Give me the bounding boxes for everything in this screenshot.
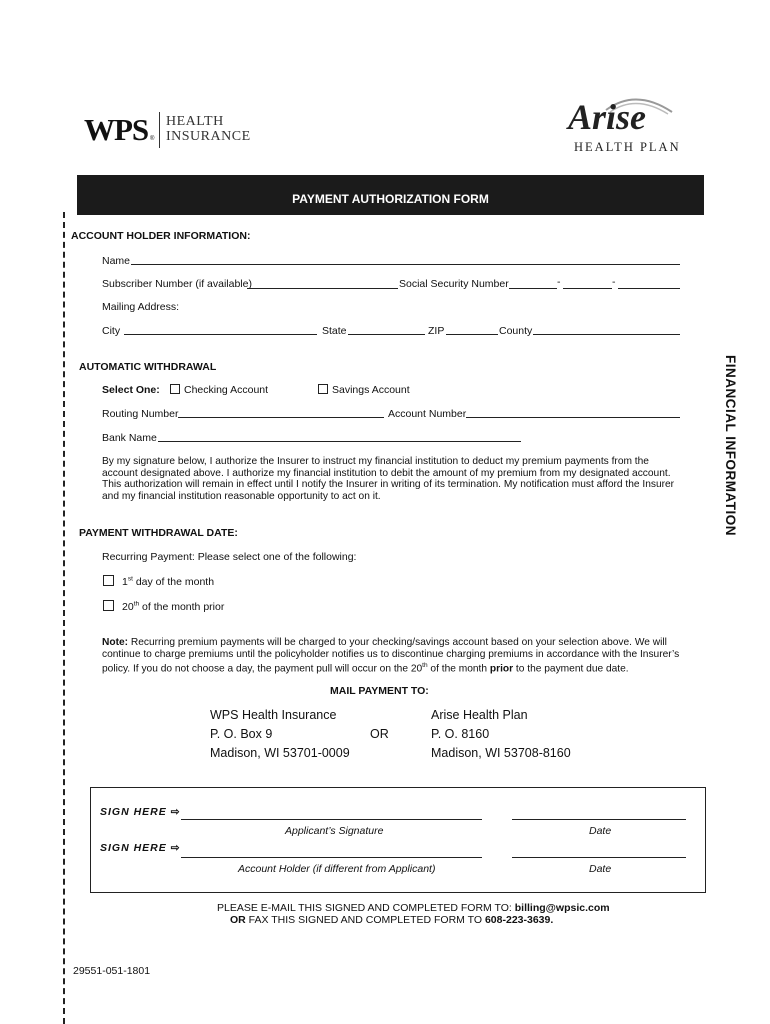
- city-label: City: [102, 325, 121, 337]
- note-text-c: to the payment due date.: [513, 663, 629, 675]
- bank-name-label: Bank Name: [102, 432, 157, 444]
- select-one-label: Select One:: [102, 384, 160, 396]
- applicant-signature-field[interactable]: [181, 819, 482, 820]
- twentieth-checkbox[interactable]: [103, 600, 114, 611]
- wps-mailing-address: [210, 706, 350, 763]
- ssn-separator-2: -: [612, 276, 616, 288]
- zip-label: ZIP: [428, 325, 445, 337]
- arise-address-line1: Arise Health Plan: [431, 708, 528, 722]
- note-bold-prior: prior: [489, 663, 514, 675]
- first-day-number: 1: [122, 576, 128, 588]
- account-holder-signature-field[interactable]: [181, 857, 482, 858]
- note-text-b: of the month: [427, 663, 490, 675]
- email-instruction: [217, 902, 610, 914]
- email-address[interactable]: billing@wpsic.com: [514, 902, 610, 914]
- financial-information-side-label: FINANCIAL INFORMATION: [723, 355, 738, 536]
- checking-account-label: Checking Account: [184, 384, 269, 396]
- account-holder-date-field[interactable]: [512, 857, 686, 858]
- name-field[interactable]: [131, 264, 680, 265]
- name-label: Name: [102, 255, 131, 267]
- arise-logo-subtitle: HEALTH PLAN: [574, 140, 681, 154]
- account-holder-signature-label: Account Holder (if different from Applicant): [238, 863, 436, 875]
- applicant-signature-label: Applicant’s Signature: [285, 825, 384, 837]
- arise-logo-wordmark: Arise: [568, 97, 647, 137]
- arrow-right-icon: ⇨: [170, 806, 181, 818]
- withdrawal-date-heading: PAYMENT WITHDRAWAL DATE:: [79, 527, 238, 539]
- twentieth-option[interactable]: [103, 600, 224, 613]
- first-day-label: day of the month: [132, 576, 215, 588]
- county-label: County: [499, 325, 533, 337]
- ssn-field-part2[interactable]: [563, 288, 612, 289]
- twentieth-suffix: th: [133, 600, 140, 608]
- first-day-suffix: st: [127, 575, 133, 583]
- ssn-field-part1[interactable]: [509, 288, 557, 289]
- first-day-option[interactable]: [103, 575, 214, 588]
- fax-instruction: [230, 914, 553, 926]
- twentieth-number: 20: [122, 601, 134, 613]
- arise-logo: [566, 90, 686, 155]
- wps-logo-divider: [159, 112, 160, 148]
- wps-logo-insurance: INSURANCE: [166, 129, 251, 144]
- form-title-banner: [77, 175, 704, 215]
- sign-here-1: [100, 806, 181, 818]
- zip-field[interactable]: [446, 334, 498, 335]
- mailing-address-label: Mailing Address:: [102, 301, 180, 313]
- wps-address-line3: Madison, WI 53701-0009: [210, 746, 350, 760]
- fax-number: 608-223-3639.: [484, 914, 554, 926]
- sign-here-2: [100, 842, 181, 854]
- ssn-separator-1: -: [557, 276, 561, 288]
- subscriber-number-label: Subscriber Number (if available): [102, 278, 252, 290]
- city-field[interactable]: [124, 334, 317, 335]
- county-field[interactable]: [533, 334, 680, 335]
- automatic-withdrawal-heading: AUTOMATIC WITHDRAWAL: [79, 361, 217, 373]
- wps-address-line1: WPS Health Insurance: [210, 708, 337, 722]
- sign-here-2-text: SIGN HERE: [100, 842, 167, 854]
- signature-box: [90, 787, 706, 893]
- checking-account-option[interactable]: [170, 384, 268, 396]
- authorization-paragraph: By my signature below, I authorize the Insurer to instruct my financial institution to deduct my premium payments from the account designated above. I authorize my financial institution to debit the amount of my premium from my designated account. This authorization will remain in effect until I notify the Insurer in writing of its termination. My notification must afford the Insurer and my financial institution reasonable opportunity to act on it.: [102, 456, 675, 502]
- savings-account-label: Savings Account: [332, 384, 410, 396]
- recurring-payment-instruction: Recurring Payment: Please select one of the following:: [102, 551, 357, 563]
- sign-here-1-text: SIGN HERE: [100, 806, 167, 818]
- ssn-field-part3[interactable]: [618, 288, 680, 289]
- savings-account-option[interactable]: [318, 384, 410, 396]
- account-holder-date-label: Date: [589, 863, 612, 875]
- arise-mailing-address: [431, 706, 571, 763]
- applicant-date-field[interactable]: [512, 819, 686, 820]
- email-instruction-text: PLEASE E-MAIL THIS SIGNED AND COMPLETED FORM TO:: [217, 902, 515, 914]
- form-number: 29551-051-1801: [73, 965, 151, 977]
- arrow-right-icon: ⇨: [170, 842, 181, 854]
- arise-address-line2: P. O. 8160: [431, 727, 490, 741]
- arise-address-line3: Madison, WI 53708-8160: [431, 746, 571, 760]
- form-title: PAYMENT AUTHORIZATION FORM: [292, 192, 489, 206]
- checking-account-checkbox[interactable]: [170, 384, 180, 394]
- wps-logo-health: HEALTH: [166, 114, 224, 129]
- first-day-checkbox[interactable]: [103, 575, 114, 586]
- fax-or: OR: [230, 914, 246, 926]
- margin-cut-line: [63, 212, 65, 1024]
- savings-account-checkbox[interactable]: [318, 384, 328, 394]
- account-number-field[interactable]: [466, 417, 680, 418]
- note-sup: th: [422, 662, 428, 670]
- note-text-a: Recurring premium payments will be charged to your checking/savings account based on your selection above. We will continue to charge premiums until the policyholder notifies us to discontinue charging premiums in accordance with the Insurer’s policy. If you do not choose a day, the payment pull will occur on the 20: [102, 637, 680, 675]
- note-label: Note:: [102, 637, 129, 648]
- fax-instruction-text: FAX THIS SIGNED AND COMPLETED FORM TO: [245, 914, 485, 926]
- twentieth-label: of the month prior: [139, 601, 225, 613]
- wps-registered-mark: ®: [150, 136, 155, 142]
- bank-name-field[interactable]: [158, 441, 521, 442]
- wps-address-line2: P. O. Box 9: [210, 727, 273, 741]
- account-holder-heading: ACCOUNT HOLDER INFORMATION:: [71, 230, 251, 242]
- address-or-label: OR: [370, 727, 389, 741]
- note-paragraph: [102, 637, 682, 675]
- mail-payment-heading: MAIL PAYMENT TO:: [330, 685, 429, 697]
- state-field[interactable]: [348, 334, 425, 335]
- ssn-label: Social Security Number: [399, 278, 509, 290]
- wps-logo-wordmark: WPS: [84, 112, 149, 147]
- applicant-date-label: Date: [589, 825, 612, 837]
- routing-number-field[interactable]: [178, 417, 384, 418]
- subscriber-number-field[interactable]: [247, 288, 398, 289]
- account-number-label: Account Number: [388, 408, 467, 420]
- state-label: State: [322, 325, 347, 337]
- routing-number-label: Routing Number: [102, 408, 179, 420]
